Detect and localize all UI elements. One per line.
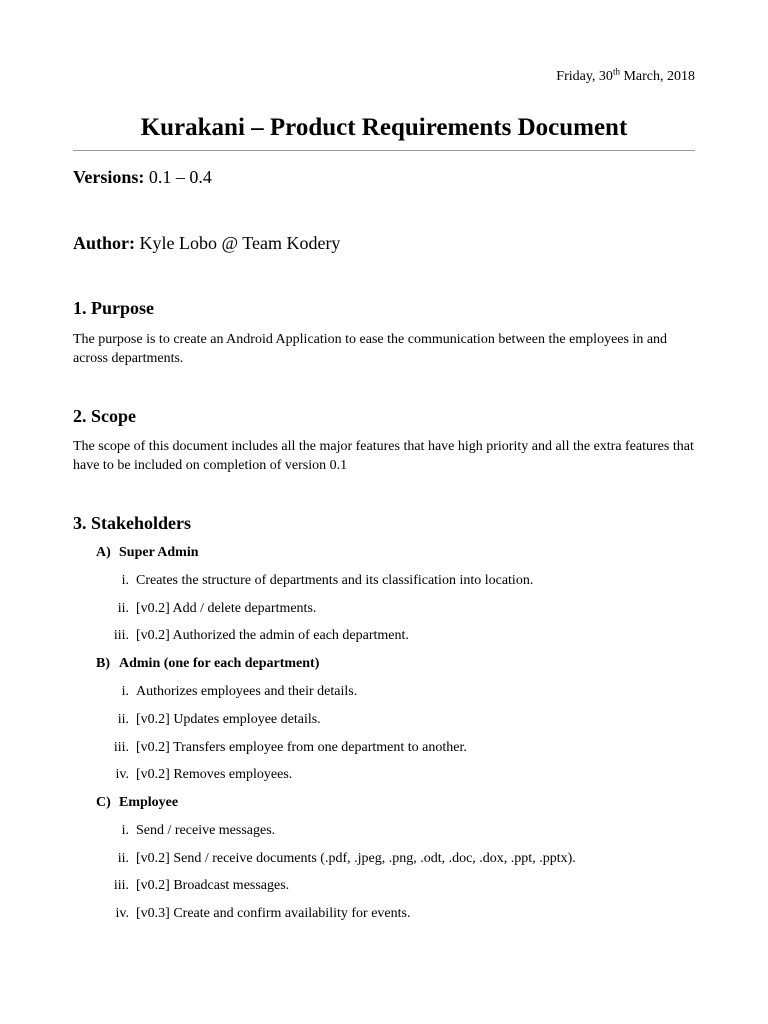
list-item: iii. [v0.2] Broadcast messages. [113, 878, 290, 893]
date-ordinal-suffix: th [612, 66, 620, 77]
purpose-body: The purpose is to create an Android Application to ease the communication between the employees in and across departments. [73, 332, 668, 366]
document-date: Friday, 30th March, 2018 [556, 66, 695, 84]
versions-value: 0.1 – 0.4 [144, 167, 212, 187]
list-item: ii. [v0.2] Updates employee details. [117, 712, 321, 727]
list-item: iv. [v0.3] Create and confirm availability for events. [115, 906, 411, 921]
stakeholder-employee: C) Employee [96, 795, 179, 810]
purpose-heading: 1. Purpose [73, 298, 154, 318]
list-item: iii. [v0.2] Authorized the admin of each department. [113, 628, 409, 643]
list-item: i. Creates the structure of departments and its classification into location. [121, 573, 534, 588]
list-item: ii. [v0.2] Send / receive documents (.pdf, .jpeg, .png, .odt, .doc, .dox, .ppt, .pptx). [117, 851, 576, 866]
title-divider [73, 150, 695, 151]
versions-label: Versions: [73, 167, 145, 187]
scope-heading: 2. Scope [73, 406, 136, 426]
author-label: Author: [73, 233, 135, 253]
scope-body: The scope of this document includes all the major features that have high priority and all the extra features that have to be included on completion of version 0.1 [73, 439, 694, 473]
author-line [73, 232, 340, 254]
list-item: iv. [v0.2] Removes employees. [115, 767, 293, 782]
list-item: i. Authorizes employees and their details. [121, 684, 358, 699]
list-item: ii. [v0.2] Add / delete departments. [117, 601, 317, 616]
list-item: iii. [v0.2] Transfers employee from one department to another. [113, 740, 467, 755]
stakeholders-heading: 3. Stakeholders [73, 513, 192, 533]
stakeholder-super-admin: A) Super Admin [96, 545, 199, 560]
document-title: Kurakani – Product Requirements Document [140, 114, 628, 141]
stakeholder-admin: B) Admin (one for each department) [96, 656, 320, 671]
list-item: i. Send / receive messages. [121, 823, 276, 838]
author-value: Kyle Lobo @ Team Kodery [135, 233, 341, 253]
versions-line [73, 166, 212, 188]
